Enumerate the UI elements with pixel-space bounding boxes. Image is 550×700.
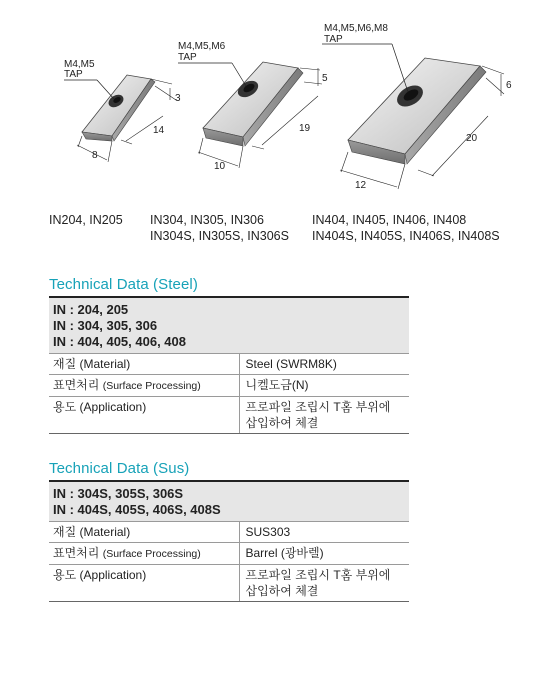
table-row bbox=[49, 565, 409, 602]
t-nut-large bbox=[348, 58, 486, 164]
label-text: 재질 (Material) bbox=[53, 525, 131, 539]
table-row bbox=[49, 543, 409, 565]
sus-section-title: Technical Data (Sus) bbox=[49, 460, 190, 477]
model-line: IN404, IN405, IN406, IN408 bbox=[312, 213, 467, 227]
dim-width-1: 8 bbox=[92, 150, 98, 161]
steel-spec-table bbox=[49, 298, 409, 434]
tap-label-3b: TAP bbox=[324, 34, 343, 45]
table-header-row bbox=[49, 482, 409, 522]
header-line: IN : 304, 305, 306 bbox=[53, 318, 158, 333]
header-line: IN : 304S, 305S, 306S bbox=[53, 486, 184, 501]
tap-label-1b: TAP bbox=[64, 69, 83, 80]
label-text: 표면처리 bbox=[53, 546, 103, 560]
steel-section-title: Technical Data (Steel) bbox=[49, 276, 198, 293]
table-row bbox=[49, 397, 409, 434]
row-value bbox=[239, 354, 409, 375]
model-line: IN404S, IN405S, IN406S, IN408S bbox=[312, 229, 500, 243]
value-line: SUS303 bbox=[245, 525, 291, 539]
tap-leader-3 bbox=[322, 23, 408, 92]
row-label bbox=[49, 375, 239, 397]
header-line: IN : 404, 405, 406, 408 bbox=[53, 334, 186, 349]
row-label bbox=[49, 397, 239, 434]
t-nut-small bbox=[82, 75, 155, 141]
table-header-cell bbox=[49, 482, 409, 522]
value-line: 프로파일 조립시 T홈 부위에 bbox=[245, 568, 391, 582]
value-line: 삽입하여 체결 bbox=[245, 416, 319, 430]
label-text: 용도 (Application) bbox=[53, 568, 147, 582]
value-line: Steel (SWRM8K) bbox=[245, 357, 337, 371]
tap-leader-1 bbox=[64, 59, 114, 99]
model-line: IN304, IN305, IN306 bbox=[150, 213, 264, 227]
table-header-row bbox=[49, 298, 409, 354]
table-header-cell bbox=[49, 298, 409, 354]
label-text: 표면처리 bbox=[53, 378, 103, 392]
tap-label-1a: M4,M5 bbox=[64, 59, 95, 70]
row-value bbox=[239, 543, 409, 565]
table-row bbox=[49, 522, 409, 543]
sus-spec-table bbox=[49, 482, 409, 602]
label-sub-text: (Surface Processing) bbox=[102, 380, 201, 392]
label-text: 용도 (Application) bbox=[53, 400, 147, 414]
label-text: 재질 (Material) bbox=[53, 357, 131, 371]
value-line: 삽입하여 체결 bbox=[245, 584, 319, 598]
model-line: IN304S, IN305S, IN306S bbox=[150, 229, 289, 243]
dim-length-2: 19 bbox=[299, 123, 311, 134]
t-nut-drawings bbox=[0, 0, 550, 200]
dim-height-2: 5 bbox=[322, 73, 328, 84]
label-sub-text: (Surface Processing) bbox=[102, 548, 201, 560]
row-value bbox=[239, 397, 409, 434]
value-line: Barrel (광바렐) bbox=[245, 546, 324, 560]
table-row bbox=[49, 375, 409, 397]
header-line: IN : 404S, 405S, 406S, 408S bbox=[53, 502, 221, 517]
row-label bbox=[49, 522, 239, 543]
t-nut-medium bbox=[203, 62, 303, 146]
row-label bbox=[49, 354, 239, 375]
model-line: IN204, IN205 bbox=[49, 213, 123, 227]
dim-width-3: 12 bbox=[355, 180, 367, 191]
row-label bbox=[49, 543, 239, 565]
model-caption-3 bbox=[312, 212, 500, 244]
row-value bbox=[239, 522, 409, 543]
tap-leader-2 bbox=[178, 41, 246, 86]
tap-label-2b: TAP bbox=[178, 52, 197, 63]
row-value bbox=[239, 375, 409, 397]
table-row bbox=[49, 354, 409, 375]
header-line: IN : 204, 205 bbox=[53, 302, 129, 317]
dim-length-3: 20 bbox=[466, 133, 478, 144]
dim-height-1: 3 bbox=[175, 93, 181, 104]
tap-label-2a: M4,M5,M6 bbox=[178, 41, 226, 52]
dim-length-1: 14 bbox=[153, 125, 165, 136]
model-caption-1 bbox=[49, 212, 123, 228]
dim-width-2: 10 bbox=[214, 161, 226, 172]
value-line: 프로파일 조립시 T홈 부위에 bbox=[245, 400, 391, 414]
row-label bbox=[49, 565, 239, 602]
tap-label-3a: M4,M5,M6,M8 bbox=[324, 23, 388, 34]
dim-height-3: 6 bbox=[506, 80, 512, 91]
value-line: 니켈도금(N) bbox=[245, 378, 309, 392]
model-caption-2 bbox=[150, 212, 289, 244]
row-value bbox=[239, 565, 409, 602]
